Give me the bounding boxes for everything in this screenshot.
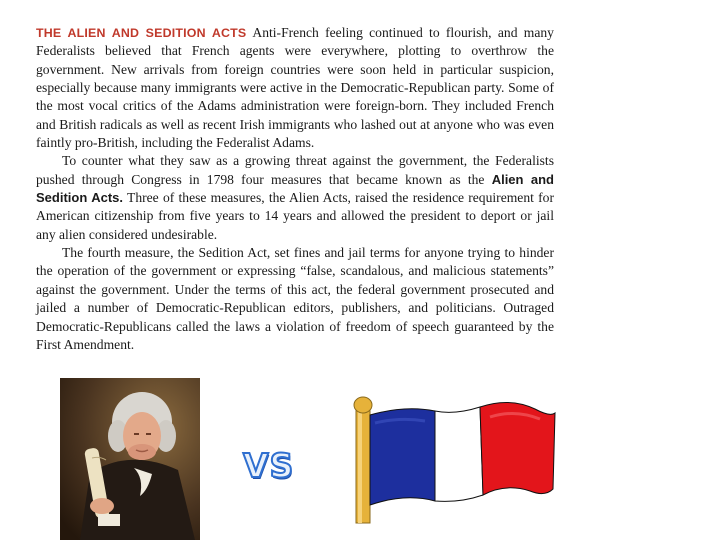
key-term: Alien and Sedition Acts. — [36, 171, 555, 206]
paragraph-1-text: Anti-French feeling continued to flourish, and many Federalists believed that French agents were everywhere, plotting to overthrow the government. New arrivals from foreign countries were soon held in particular suspicion, especially because many immigrants were active in the Democratic-Republican party. Some of the most vocal critics of the Adams administration were foreign-born. They included French and British radicals as well as recent Irish immigrants who lashed out at anyone who was even faintly pro-British, including the Federalist Adams. — [36, 25, 554, 151]
french-flag-icon — [345, 393, 570, 525]
section-heading: THE ALIEN AND SEDITION ACTS — [36, 26, 247, 40]
paragraph-2-text-a: To counter what they saw as a growing threat against the government, the Federalists pushed through Congress in 1798 four measures that became known as the — [36, 153, 554, 187]
portrait-image — [60, 378, 200, 540]
paragraph-2 — [36, 152, 554, 244]
paragraph-3: The fourth measure, the Sedition Act, set fines and jail terms for anyone trying to hinder the operation of the government or expressing “false, scandalous, and malicious statements” against the government. Under the terms of this act, the federal government prosecuted and jailed a number of Democratic-Republican editors, publishers, and politicians. Outraged Democratic-Republicans called the laws a violation of freedom of speech guaranteed by the First Amendment. — [36, 245, 554, 352]
versus-label: VS — [243, 446, 295, 485]
paragraph-1 — [36, 24, 554, 152]
article-text — [36, 24, 554, 354]
paragraph-2-text-b: Three of these measures, the Alien Acts, raised the residence requirement for American citizenship from five years to 14 years and allowed the president to deport or jail any alien considered undesirable. — [36, 190, 554, 242]
